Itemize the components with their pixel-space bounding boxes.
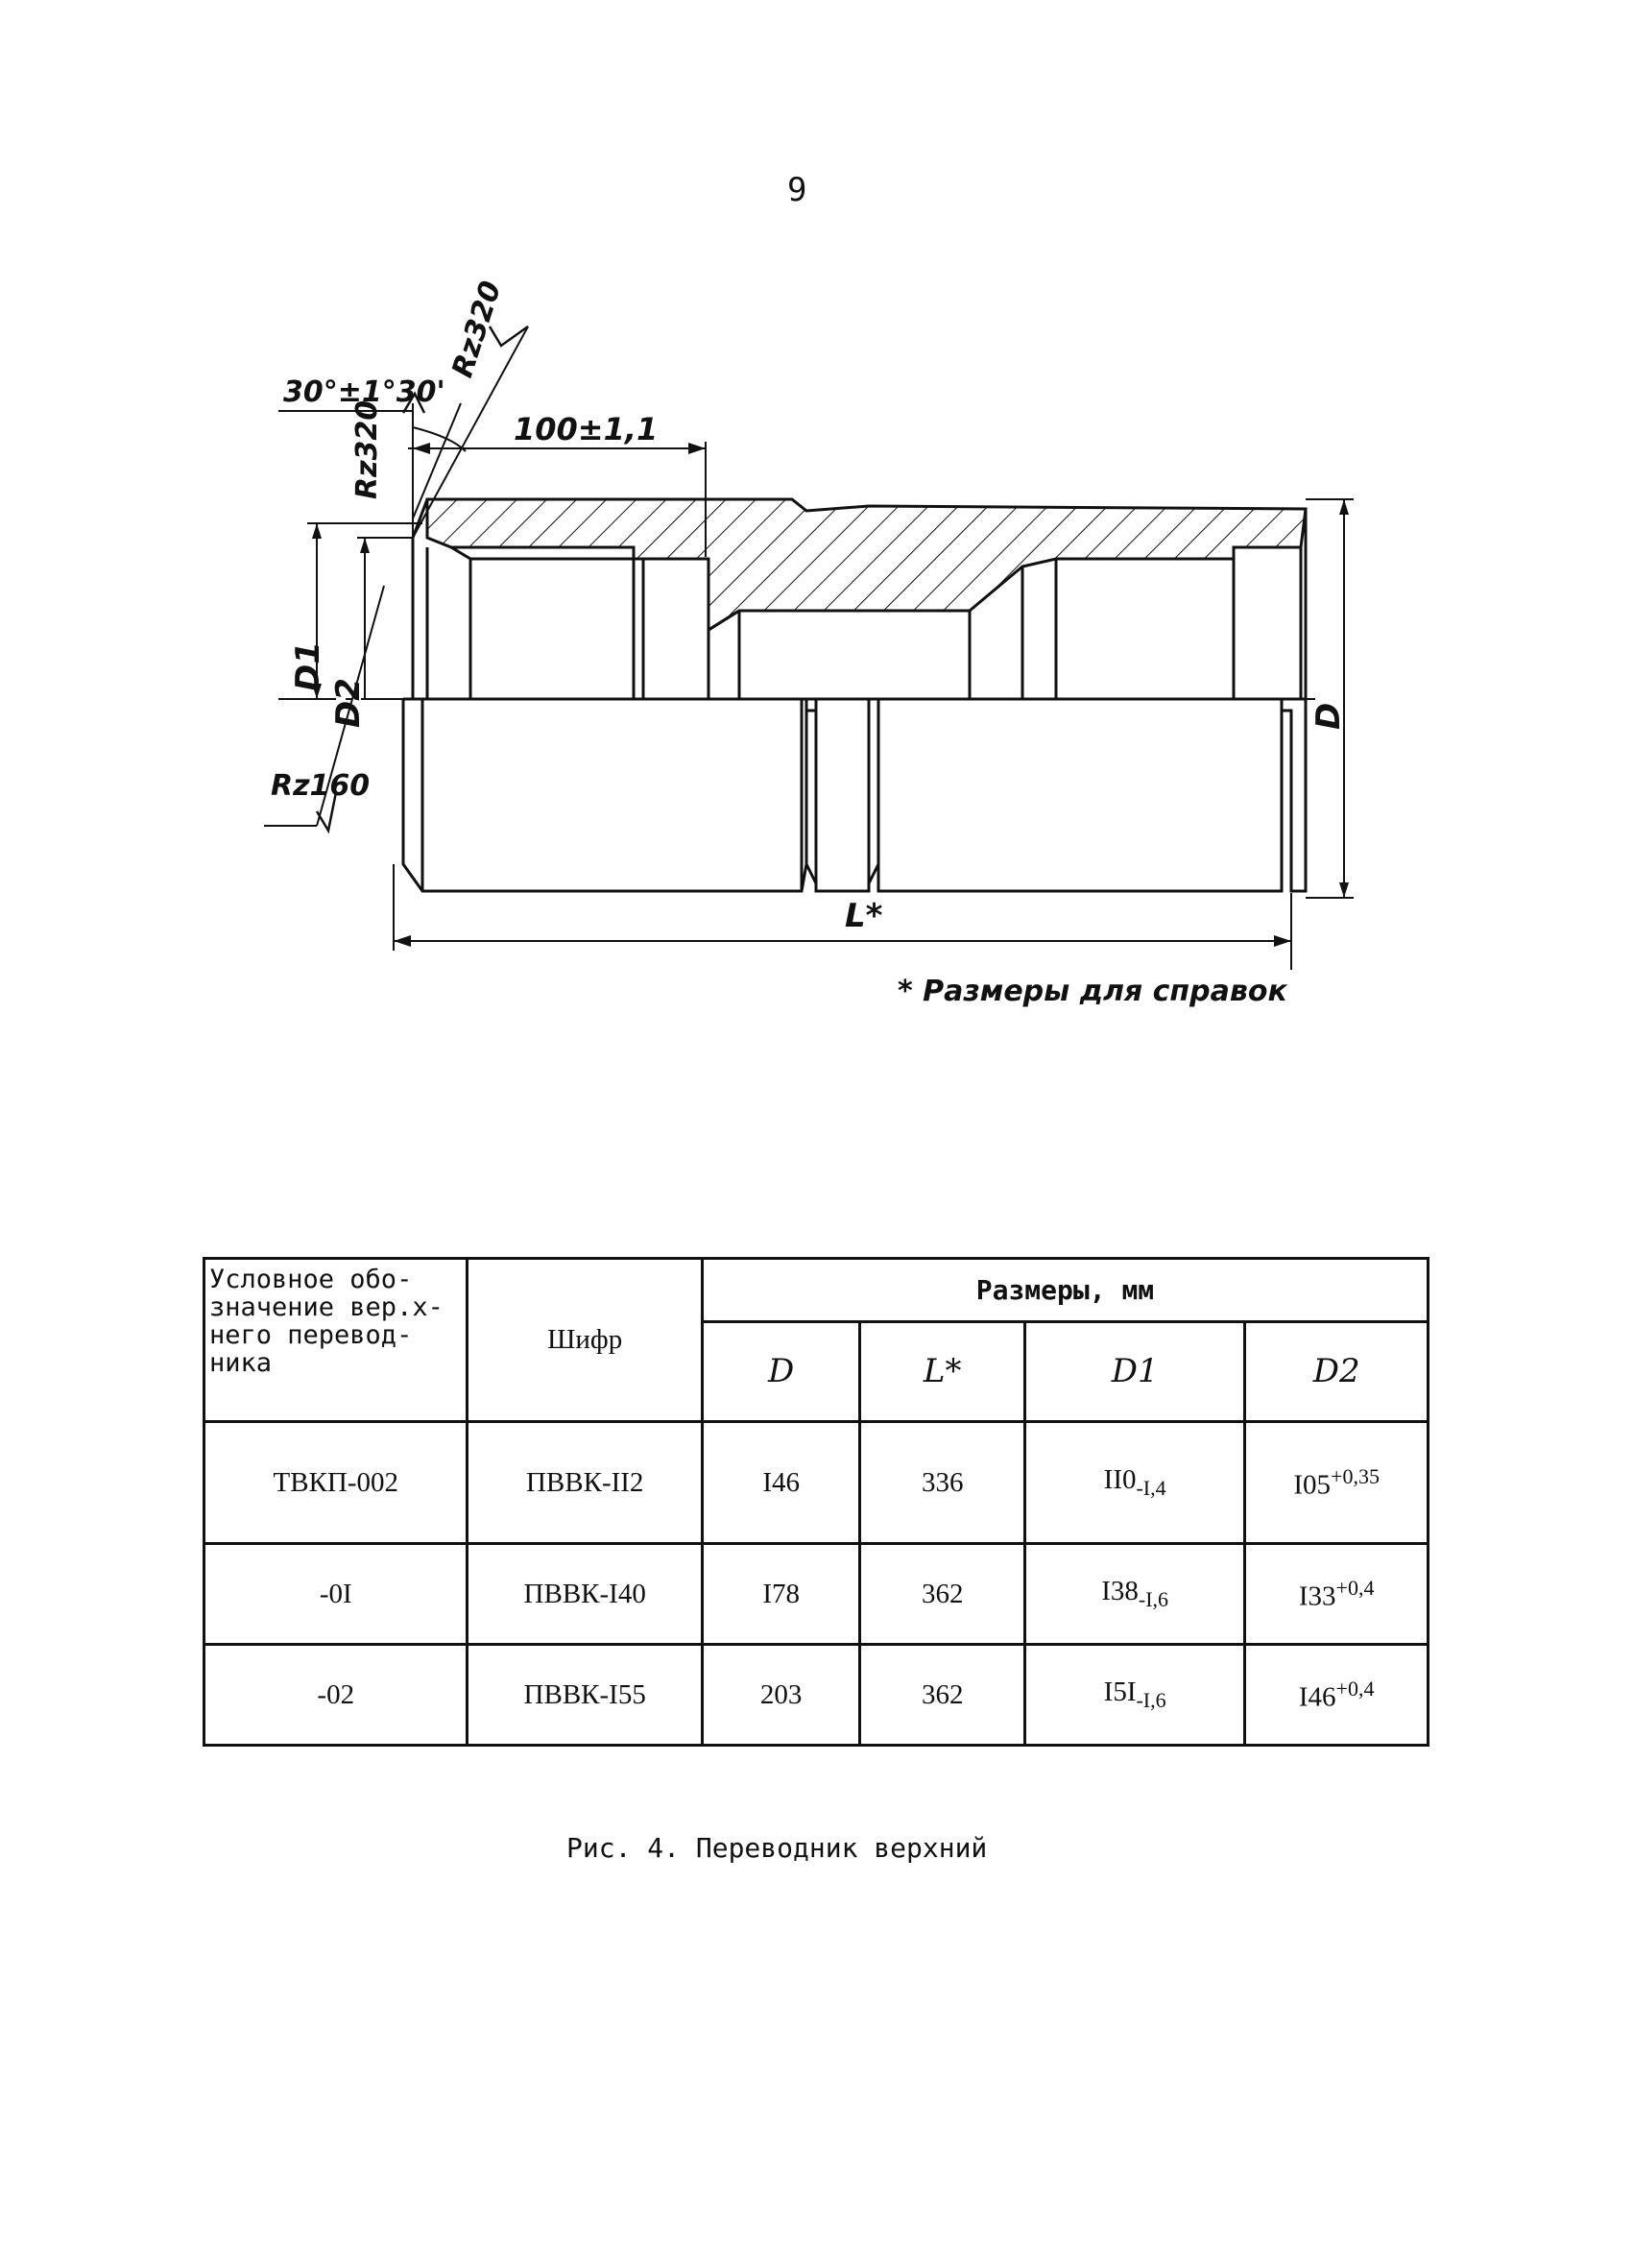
cell-l: 362 bbox=[860, 1544, 1025, 1645]
header-d1: D1 bbox=[1024, 1321, 1244, 1421]
cell-d1: $II0_{-I,4}$ bbox=[1024, 1422, 1244, 1544]
footnote: * Размеры для справок bbox=[898, 975, 1287, 1008]
header-code: Шифр bbox=[468, 1259, 702, 1422]
cell-designation: -02 bbox=[204, 1645, 468, 1746]
l-label: L* bbox=[845, 897, 883, 935]
angle-label: 30°±1°30' bbox=[283, 375, 445, 409]
cell-l: 336 bbox=[860, 1422, 1025, 1544]
cell-code: ПВВК-II2 bbox=[468, 1422, 702, 1544]
d1-label: D1 bbox=[289, 641, 327, 691]
technical-drawing bbox=[0, 0, 1633, 1056]
header-designation: Условное обо- значение вер.х- него перевод- ника bbox=[204, 1259, 468, 1422]
cell-designation: ТВКП-002 bbox=[204, 1422, 468, 1544]
cell-designation: -0I bbox=[204, 1544, 468, 1645]
roughness-left-label: Rz320 bbox=[350, 399, 384, 499]
header-dimensions: Размеры, мм bbox=[702, 1259, 1428, 1322]
cell-d1: $I5I_{-I,6}$ bbox=[1024, 1645, 1244, 1746]
cell-d2: $I46^{+0,4}$ bbox=[1245, 1645, 1429, 1746]
header-d: D bbox=[702, 1321, 860, 1421]
dimensions-table bbox=[203, 1257, 1429, 1747]
page-number: 9 bbox=[787, 171, 807, 209]
cell-d: 203 bbox=[702, 1645, 860, 1746]
roughness-top-label: Rz320 bbox=[445, 277, 509, 382]
d2-label: D2 bbox=[329, 678, 368, 728]
cell-l: 362 bbox=[860, 1645, 1025, 1746]
cell-d: I46 bbox=[702, 1422, 860, 1544]
cell-code: ПВВК-I40 bbox=[468, 1544, 702, 1645]
table-row bbox=[204, 1422, 1429, 1544]
cell-d2: $I33^{+0,4}$ bbox=[1245, 1544, 1429, 1645]
hatched-section bbox=[427, 499, 1306, 630]
table-row bbox=[204, 1645, 1429, 1746]
figure-caption: Рис. 4. Переводник верхний bbox=[566, 1832, 988, 1864]
roughness-bottom-label: Rz160 bbox=[271, 769, 371, 803]
table-row bbox=[204, 1544, 1429, 1645]
cell-d: I78 bbox=[702, 1544, 860, 1645]
header-d2: D2 bbox=[1245, 1321, 1429, 1421]
cell-code: ПВВК-I55 bbox=[468, 1645, 702, 1746]
d-label: D bbox=[1309, 702, 1348, 730]
length-dim-label: 100±1,1 bbox=[514, 411, 659, 447]
header-l: L* bbox=[860, 1321, 1025, 1421]
cell-d1: $I38_{-I,6}$ bbox=[1024, 1544, 1244, 1645]
cell-d2: $I05^{+0,35}$ bbox=[1245, 1422, 1429, 1544]
